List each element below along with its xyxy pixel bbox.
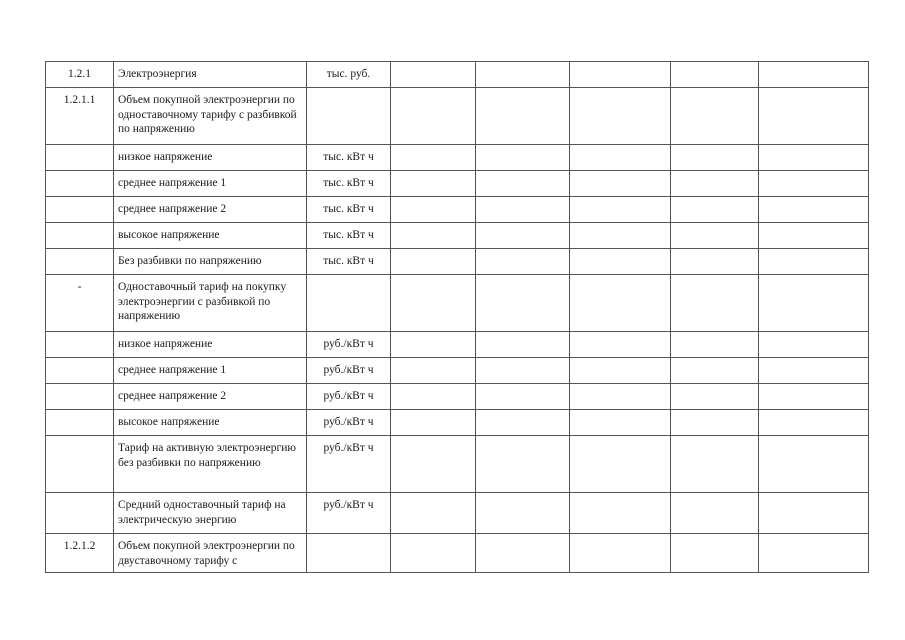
- row-name-cell: Объем покупной электроэнергии по двуставочному тарифу с: [114, 534, 307, 573]
- table-row: [46, 436, 869, 493]
- value-cell: [759, 275, 869, 332]
- row-number-cell: [46, 436, 114, 493]
- row-unit-cell: тыс. кВт ч: [307, 223, 391, 249]
- value-cell: [391, 62, 476, 88]
- value-cell: [391, 436, 476, 493]
- value-cell: [391, 493, 476, 534]
- row-number-cell: -: [46, 275, 114, 332]
- row-name-cell: среднее напряжение 2: [114, 384, 307, 410]
- value-cell: [476, 332, 570, 358]
- row-unit-cell: тыс. кВт ч: [307, 249, 391, 275]
- value-cell: [570, 275, 671, 332]
- row-number-cell: 1.2.1: [46, 62, 114, 88]
- row-name-cell: Электроэнергия: [114, 62, 307, 88]
- value-cell: [476, 249, 570, 275]
- value-cell: [671, 410, 759, 436]
- value-cell: [476, 145, 570, 171]
- row-name-cell: Без разбивки по напряжению: [114, 249, 307, 275]
- value-cell: [759, 493, 869, 534]
- table-row: [46, 358, 869, 384]
- value-cell: [671, 332, 759, 358]
- value-cell: [759, 358, 869, 384]
- row-number-cell: [46, 249, 114, 275]
- row-number-cell: [46, 171, 114, 197]
- table-body: [46, 62, 869, 573]
- row-unit-cell: руб./кВт ч: [307, 436, 391, 493]
- value-cell: [391, 197, 476, 223]
- row-unit-cell: руб./кВт ч: [307, 358, 391, 384]
- value-cell: [391, 384, 476, 410]
- table-row: [46, 145, 869, 171]
- table-row: [46, 171, 869, 197]
- value-cell: [570, 223, 671, 249]
- value-cell: [671, 88, 759, 145]
- row-number-cell: [46, 332, 114, 358]
- row-name-cell: Тариф на активную электроэнергию без разбивки по напряжению: [114, 436, 307, 493]
- row-number-cell: [46, 223, 114, 249]
- value-cell: [570, 249, 671, 275]
- value-cell: [671, 171, 759, 197]
- row-name-cell: низкое напряжение: [114, 332, 307, 358]
- value-cell: [570, 410, 671, 436]
- row-name-cell: Объем покупной электроэнергии по одноставочному тарифу с разбивкой по напряжению: [114, 88, 307, 145]
- value-cell: [759, 223, 869, 249]
- value-cell: [391, 145, 476, 171]
- value-cell: [759, 171, 869, 197]
- table-row: [46, 88, 869, 145]
- row-number-cell: [46, 493, 114, 534]
- value-cell: [570, 145, 671, 171]
- row-unit-cell: тыс. руб.: [307, 62, 391, 88]
- value-cell: [570, 493, 671, 534]
- value-cell: [570, 88, 671, 145]
- table-row: [46, 275, 869, 332]
- value-cell: [759, 436, 869, 493]
- value-cell: [391, 410, 476, 436]
- value-cell: [570, 358, 671, 384]
- value-cell: [671, 358, 759, 384]
- row-name-cell: низкое напряжение: [114, 145, 307, 171]
- value-cell: [570, 197, 671, 223]
- value-cell: [476, 384, 570, 410]
- row-name-cell: среднее напряжение 2: [114, 197, 307, 223]
- value-cell: [476, 197, 570, 223]
- value-cell: [570, 62, 671, 88]
- tariff-table: [45, 61, 869, 573]
- row-number-cell: 1.2.1.1: [46, 88, 114, 145]
- row-name-cell: высокое напряжение: [114, 223, 307, 249]
- row-number-cell: 1.2.1.2: [46, 534, 114, 573]
- table-row: [46, 62, 869, 88]
- value-cell: [391, 275, 476, 332]
- value-cell: [391, 332, 476, 358]
- value-cell: [671, 62, 759, 88]
- table-row: [46, 197, 869, 223]
- value-cell: [671, 223, 759, 249]
- row-number-cell: [46, 197, 114, 223]
- value-cell: [476, 62, 570, 88]
- value-cell: [391, 223, 476, 249]
- value-cell: [391, 534, 476, 573]
- table-row: [46, 249, 869, 275]
- value-cell: [671, 493, 759, 534]
- table-row: [46, 223, 869, 249]
- value-cell: [476, 534, 570, 573]
- value-cell: [671, 384, 759, 410]
- value-cell: [391, 171, 476, 197]
- value-cell: [759, 249, 869, 275]
- value-cell: [391, 249, 476, 275]
- row-unit-cell: [307, 275, 391, 332]
- table-row: [46, 332, 869, 358]
- row-name-cell: Одноставочный тариф на покупку электроэнергии с разбивкой по напряжению: [114, 275, 307, 332]
- value-cell: [759, 62, 869, 88]
- row-name-cell: высокое напряжение: [114, 410, 307, 436]
- row-unit-cell: тыс. кВт ч: [307, 145, 391, 171]
- value-cell: [570, 534, 671, 573]
- value-cell: [671, 249, 759, 275]
- table-row: [46, 493, 869, 534]
- row-unit-cell: [307, 88, 391, 145]
- value-cell: [671, 436, 759, 493]
- row-unit-cell: руб./кВт ч: [307, 493, 391, 534]
- value-cell: [671, 197, 759, 223]
- row-unit-cell: тыс. кВт ч: [307, 197, 391, 223]
- value-cell: [759, 197, 869, 223]
- row-unit-cell: руб./кВт ч: [307, 410, 391, 436]
- value-cell: [476, 436, 570, 493]
- value-cell: [759, 145, 869, 171]
- row-number-cell: [46, 384, 114, 410]
- row-unit-cell: руб./кВт ч: [307, 332, 391, 358]
- value-cell: [476, 88, 570, 145]
- value-cell: [759, 410, 869, 436]
- row-number-cell: [46, 410, 114, 436]
- value-cell: [476, 275, 570, 332]
- value-cell: [570, 171, 671, 197]
- table-row: [46, 534, 869, 573]
- value-cell: [759, 88, 869, 145]
- value-cell: [476, 358, 570, 384]
- row-name-cell: среднее напряжение 1: [114, 358, 307, 384]
- value-cell: [476, 410, 570, 436]
- value-cell: [671, 534, 759, 573]
- value-cell: [570, 332, 671, 358]
- value-cell: [391, 358, 476, 384]
- row-number-cell: [46, 145, 114, 171]
- value-cell: [391, 88, 476, 145]
- row-unit-cell: тыс. кВт ч: [307, 171, 391, 197]
- value-cell: [759, 332, 869, 358]
- table-row: [46, 384, 869, 410]
- value-cell: [759, 384, 869, 410]
- table-row: [46, 410, 869, 436]
- row-number-cell: [46, 358, 114, 384]
- value-cell: [570, 436, 671, 493]
- value-cell: [671, 275, 759, 332]
- value-cell: [759, 534, 869, 573]
- row-name-cell: Средний одноставочный тариф на электрическую энергию: [114, 493, 307, 534]
- row-unit-cell: руб./кВт ч: [307, 384, 391, 410]
- value-cell: [476, 171, 570, 197]
- row-unit-cell: [307, 534, 391, 573]
- value-cell: [671, 145, 759, 171]
- row-name-cell: среднее напряжение 1: [114, 171, 307, 197]
- value-cell: [476, 493, 570, 534]
- value-cell: [570, 384, 671, 410]
- value-cell: [476, 223, 570, 249]
